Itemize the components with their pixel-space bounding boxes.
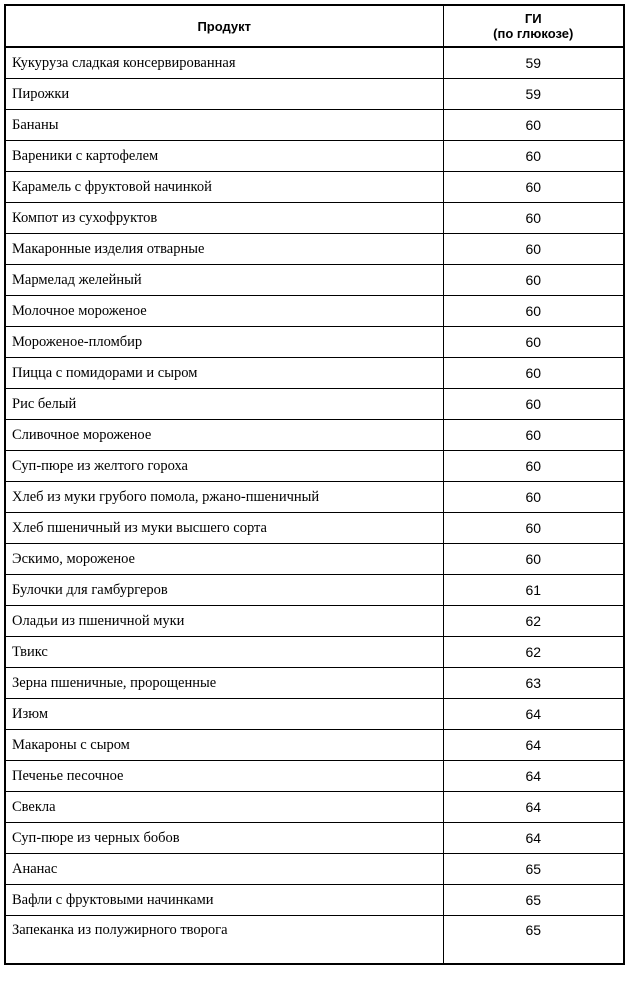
gi-value-cell: 60 xyxy=(443,203,624,234)
product-name-cell: Зерна пшеничные, пророщенные xyxy=(5,668,443,699)
product-name-cell: Эскимо, мороженое xyxy=(5,544,443,575)
gi-value-cell: 64 xyxy=(443,792,624,823)
gi-value-cell: 64 xyxy=(443,730,624,761)
table-row xyxy=(5,234,624,265)
table-row xyxy=(5,358,624,389)
table-row xyxy=(5,482,624,513)
gi-value-cell: 60 xyxy=(443,141,624,172)
gi-value-cell: 60 xyxy=(443,513,624,544)
column-header-product: Продукт xyxy=(5,5,443,47)
table-body xyxy=(5,47,624,964)
gi-value-cell: 60 xyxy=(443,420,624,451)
product-name-cell: Вафли с фруктовыми начинками xyxy=(5,885,443,916)
table-row xyxy=(5,575,624,606)
table-row xyxy=(5,296,624,327)
table-row xyxy=(5,668,624,699)
column-header-gi-label: ГИ xyxy=(524,11,542,26)
gi-value-cell: 60 xyxy=(443,482,624,513)
table-row xyxy=(5,79,624,110)
table-row xyxy=(5,203,624,234)
column-header-gi xyxy=(443,5,624,47)
table-row xyxy=(5,885,624,916)
table-row xyxy=(5,327,624,358)
gi-value-cell: 60 xyxy=(443,389,624,420)
gi-value-cell: 60 xyxy=(443,265,624,296)
product-name-cell: Вареники с картофелем xyxy=(5,141,443,172)
header-row xyxy=(5,5,624,47)
gi-value-cell: 64 xyxy=(443,823,624,854)
product-name-cell: Макаронные изделия отварные xyxy=(5,234,443,265)
table-row xyxy=(5,451,624,482)
product-name-cell: Карамель с фруктовой начинкой xyxy=(5,172,443,203)
product-name-cell: Рис белый xyxy=(5,389,443,420)
table-row xyxy=(5,637,624,668)
table-row xyxy=(5,544,624,575)
table-row xyxy=(5,141,624,172)
gi-value-cell: 63 xyxy=(443,668,624,699)
table-row xyxy=(5,47,624,79)
gi-value-cell: 62 xyxy=(443,606,624,637)
product-name-cell: Булочки для гамбургеров xyxy=(5,575,443,606)
product-name-cell: Ананас xyxy=(5,854,443,885)
product-name-cell: Запеканка из полужирного творога xyxy=(5,916,443,965)
gi-value-cell: 59 xyxy=(443,47,624,79)
gi-value-cell: 61 xyxy=(443,575,624,606)
gi-value-cell: 60 xyxy=(443,172,624,203)
gi-value-cell: 60 xyxy=(443,296,624,327)
gi-value-cell: 60 xyxy=(443,544,624,575)
gi-value-cell: 64 xyxy=(443,699,624,730)
product-name-cell: Суп-пюре из желтого гороха xyxy=(5,451,443,482)
gi-value-cell: 60 xyxy=(443,110,624,141)
product-name-cell: Твикс xyxy=(5,637,443,668)
table-row xyxy=(5,792,624,823)
product-name-cell: Изюм xyxy=(5,699,443,730)
table-row xyxy=(5,823,624,854)
column-header-gi-sublabel: (по глюкозе) xyxy=(493,26,574,41)
table-row xyxy=(5,854,624,885)
table-row xyxy=(5,699,624,730)
table-row xyxy=(5,110,624,141)
gi-value-cell: 65 xyxy=(443,885,624,916)
product-name-cell: Печенье песочное xyxy=(5,761,443,792)
product-name-cell: Хлеб из муки грубого помола, ржано-пшеничный xyxy=(5,482,443,513)
product-name-cell: Макароны с сыром xyxy=(5,730,443,761)
gi-value-cell: 59 xyxy=(443,79,624,110)
gi-value-cell: 60 xyxy=(443,451,624,482)
product-name-cell: Молочное мороженое xyxy=(5,296,443,327)
table-header xyxy=(5,5,624,47)
gi-value-cell: 65 xyxy=(443,916,624,965)
table-row xyxy=(5,420,624,451)
gi-value-cell: 62 xyxy=(443,637,624,668)
gi-value-cell: 65 xyxy=(443,854,624,885)
product-name-cell: Сливочное мороженое xyxy=(5,420,443,451)
product-name-cell: Пицца с помидорами и сыром xyxy=(5,358,443,389)
table-row xyxy=(5,265,624,296)
product-name-cell: Хлеб пшеничный из муки высшего сорта xyxy=(5,513,443,544)
product-name-cell: Пирожки xyxy=(5,79,443,110)
product-name-cell: Бананы xyxy=(5,110,443,141)
gi-value-cell: 60 xyxy=(443,234,624,265)
table-row xyxy=(5,761,624,792)
glycemic-index-table xyxy=(4,4,625,965)
table-row xyxy=(5,606,624,637)
gi-value-cell: 60 xyxy=(443,358,624,389)
product-name-cell: Мармелад желейный xyxy=(5,265,443,296)
product-name-cell: Компот из сухофруктов xyxy=(5,203,443,234)
gi-value-cell: 60 xyxy=(443,327,624,358)
gi-value-cell: 64 xyxy=(443,761,624,792)
product-name-cell: Кукуруза сладкая консервированная xyxy=(5,47,443,79)
table-row xyxy=(5,730,624,761)
product-name-cell: Мороженое-пломбир xyxy=(5,327,443,358)
table-row xyxy=(5,513,624,544)
product-name-cell: Оладьи из пшеничной муки xyxy=(5,606,443,637)
table-row xyxy=(5,916,624,965)
product-name-cell: Суп-пюре из черных бобов xyxy=(5,823,443,854)
table-row xyxy=(5,172,624,203)
product-name-cell: Свекла xyxy=(5,792,443,823)
table-row xyxy=(5,389,624,420)
